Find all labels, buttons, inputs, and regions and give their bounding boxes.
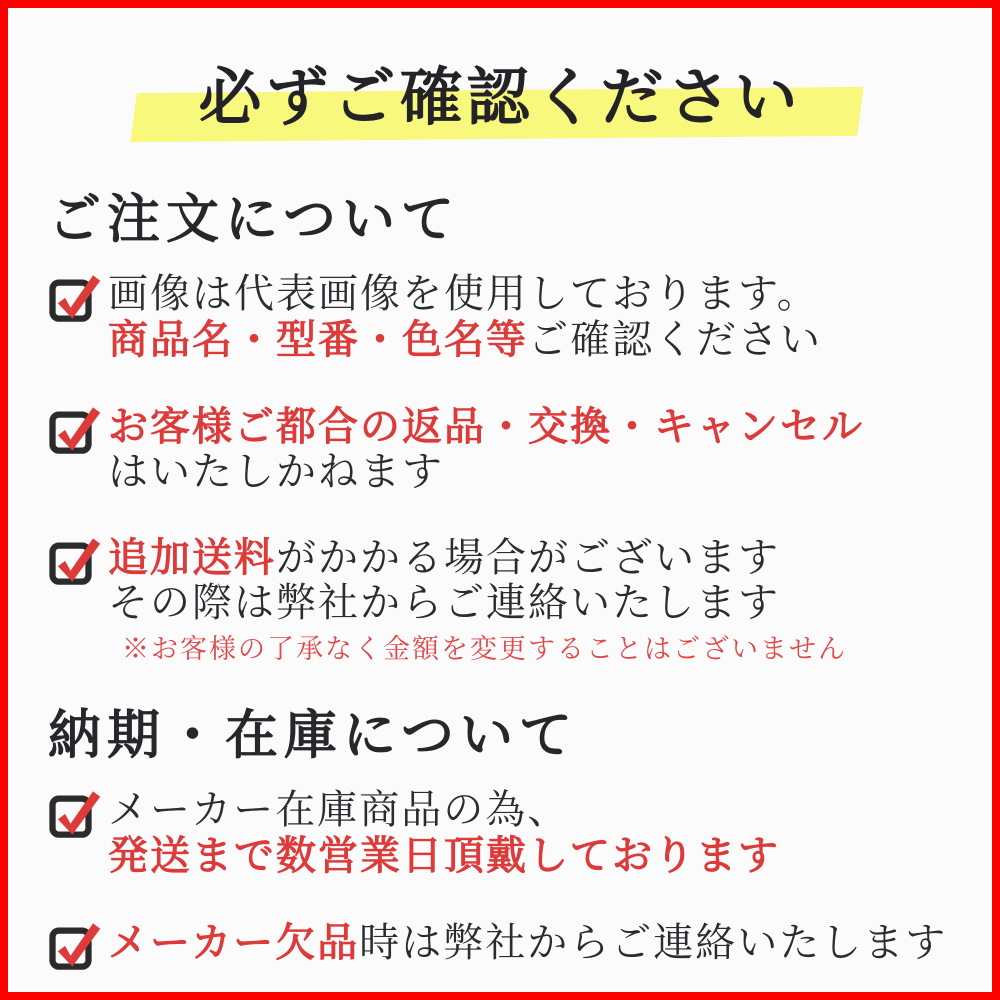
text-line [108,272,822,317]
item-text [108,535,847,666]
text-segment: 追加送料 [108,534,276,582]
checked-checkbox-icon [48,533,102,587]
item-note: ※お客様の了承なく金額を変更することはございません [122,634,847,666]
item-text [108,404,864,495]
list-item [48,920,952,972]
text-segment: メーカー欠品 [108,918,360,966]
text-segment: 画像は代表画像を使用しております。 [108,271,819,318]
item-text [108,272,822,363]
text-segment: 商品名・型番・色名等 [108,316,528,364]
text-line [108,404,864,450]
section-heading-order: ご注文について [48,188,460,250]
text-line [108,317,822,363]
text-segment: お客様ご都合の返品・交換・キャンセル [108,402,864,450]
section-heading-stock: 納期・在庫について [48,703,578,766]
checked-checkbox-icon [48,786,102,840]
page-title: 必ずご確認ください [198,60,802,134]
text-segment: メーカー在庫商品の為、 [108,787,570,834]
text-line [108,581,847,626]
list-item [48,404,952,495]
item-text [108,920,947,966]
text-line [108,920,947,966]
text-segment: 発送まで数営業日頂戴しております [108,832,780,880]
text-line [108,535,847,581]
text-line [108,833,780,879]
list-item [48,788,952,879]
text-line [108,788,780,833]
checked-checkbox-icon [48,270,102,324]
checked-checkbox-icon [48,402,102,456]
text-segment: 時は弊社からご連絡いたします [359,919,948,966]
text-line [108,450,864,495]
title-block [48,50,952,144]
list-item [48,272,952,363]
text-segment: ご確認ください [528,317,822,364]
text-segment: その際は弊社からご連絡いたします [108,580,780,627]
text-segment: はいたしかねます [108,448,444,495]
item-text [108,788,780,879]
list-item [48,535,952,666]
text-segment: がかかる場合がございます [276,535,780,582]
checked-checkbox-icon [48,918,102,972]
